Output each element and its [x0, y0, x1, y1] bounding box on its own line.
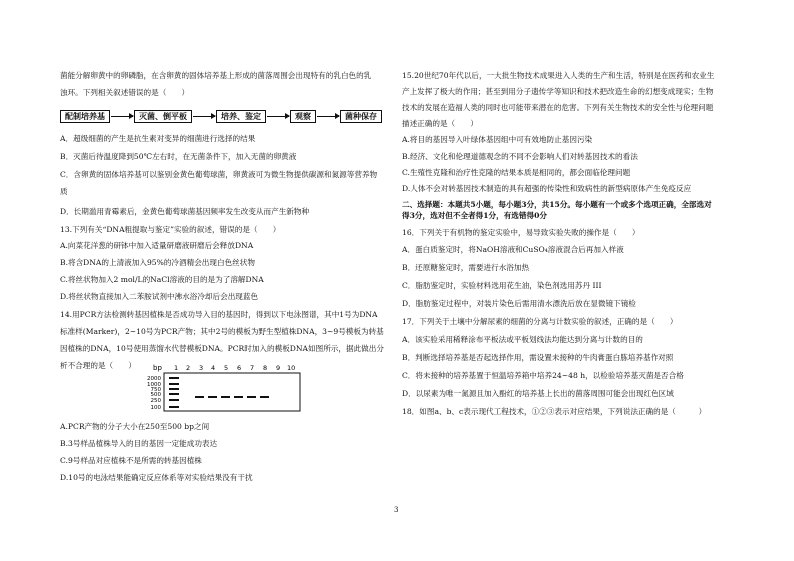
gel-lane-label: 3 [199, 364, 204, 372]
gel-lane-label: 4 [211, 364, 216, 372]
q15-stem-line4: 描述正确的是（ ） [402, 119, 478, 128]
experiment-flowchart [60, 110, 382, 123]
q14-option-d: D.10号的电泳结果能确定反应体系等对实验结果没有干扰 [60, 473, 253, 482]
arrow-right-icon [193, 116, 215, 117]
q13-stem: 13.下列有关“DNA粗提取与鉴定”实验的叙述，错误的是（ ） [60, 225, 281, 234]
q12-option-c-line2: 质 [60, 187, 68, 196]
flow-step-3: 培养、鉴定 [216, 110, 266, 123]
marker-label: 100 [150, 405, 161, 411]
q13-option-a: A.向菜花洋葱的研钵中加入适量研磨液研磨后会释放DNA [60, 241, 254, 250]
gel-lane-label: 9 [276, 364, 281, 372]
q14-option-c: C.9号样品对应植株不是所需的转基因植株 [60, 456, 202, 465]
q17-stem: 17．下列关于土壤中分解尿素的细菌的分离与计数实验的叙述，正确的是（ ） [402, 317, 678, 326]
q12-option-b: B．灭菌后待温度降到50℃左右时，在无菌条件下，加入无菌的卵黄液 [60, 152, 297, 161]
marker-label: 2000 [147, 376, 161, 382]
q15-option-c: C.生殖性克隆和治疗性克隆的结果本质是相同的，都会面临伦理问题 [402, 168, 631, 177]
q17-option-b: B．判断选择培养基是否起选择作用，需设置未接种的牛肉膏蛋白胨培养基作对照 [402, 353, 674, 362]
gel-electrophoresis-figure [131, 363, 302, 413]
q14-stem-line4: 析不合理的是（ ） [60, 361, 136, 370]
gel-lane-label: 1 [174, 364, 179, 372]
gel-lane-label: 5 [224, 364, 229, 372]
gel-unit-label: bp [153, 364, 162, 372]
flow-step-1: 配制培养基 [60, 110, 110, 123]
q12-stem-line2: 浊环。下列相关叙述错误的是（ ） [60, 88, 190, 97]
q14-stem-line1: 14.用PCR方法检测转基因植株是否成功导入目的基因时，得到以下电泳图谱，其中1号为DNA [60, 310, 378, 319]
q18-stem: 18．如图a、b、c表示现代工程技术，①②③表示对应结果，下列说法正确的是（ ） [402, 407, 707, 416]
q14-option-a: A.PCR产物的分子大小在250至500 bp之间 [60, 422, 210, 431]
q12-option-a: A．超级细菌的产生是抗生素对变异的细菌进行选择的结果 [60, 134, 256, 143]
q15-stem-line2: 产上发挥了极大的作用；甚至到用分子遗传学等知识和技术把改造生命的幻想变成现实；生物 [402, 87, 714, 96]
q13-option-c: C.将丝状物加入2 mol/L的NaCl溶液的目的是为了溶解DNA [60, 275, 264, 284]
arrow-right-icon [111, 116, 133, 117]
flow-step-5: 菌种保存 [340, 110, 382, 123]
gel-lane-label: 7 [250, 364, 255, 372]
section-2-heading-line2: 得3分，选对但不全者得1分，有选错得0分 [402, 211, 547, 220]
q17-option-d: D．以尿素为唯一氮源且加入酚红的培养基上长出的菌落周围可能会出现红色区域 [402, 389, 674, 398]
q12-stem-line1: 菌能分解卵黄中的卵磷脂，在含卵黄的固体培养基上形成的菌落周围会出现特有的乳白色的乳 [60, 71, 372, 80]
gel-lane-label: 8 [263, 364, 268, 372]
q16-stem: 16．下列关于有机物的鉴定实验中，易导致实验失败的操作是（ ） [402, 228, 640, 237]
gel-lane-label: 10 [287, 364, 296, 372]
q16-option-b: B．还原糖鉴定时，需要进行水浴加热 [402, 263, 530, 272]
gel-frame [164, 373, 300, 411]
section-2-heading-line1: 二、选择题：本题共5小题，每小题3分，共15分。每小题有一个或多个选项正确，全部选对 [402, 200, 712, 209]
flow-step-2: 灭菌、倒平板 [134, 110, 192, 123]
q13-option-d: D.将丝状物直接加入二苯胺试剂中沸水浴冷却后会出现蓝色 [60, 292, 259, 301]
q14-option-b: B.3号样品植株导入的目的基因一定能成功表达 [60, 439, 218, 448]
q15-stem-line1: 15.20世纪70年代以后，一大批生物技术成果进入人类的生产和生活，特别是在医药和农业生 [402, 71, 715, 80]
marker-label: 250 [150, 398, 161, 404]
page-number: 3 [394, 506, 399, 514]
q15-option-a: A.将目的基因导入叶绿体基因组中可有效地防止基因污染 [402, 135, 593, 144]
arrow-right-icon [317, 116, 339, 117]
q17-option-a: A．该实验采用稀释涂布平板法或平板划线法均能达到分离与计数的目的 [402, 335, 643, 344]
q15-stem-line3: 技术的发展在造福人类的同时也可能带来潜在的危害。下列有关生物技术的安全性与伦理问题 [402, 103, 714, 112]
q14-stem-line2: 标准样(Marker)，2~10号为PCR产物；其中2号的模板为野生型植株DNA，3~9号模板为转基 [60, 327, 384, 336]
arrow-right-icon [267, 116, 289, 117]
q13-option-b: B.将含DNA的上清液加入95%的冷酒精会出现白色丝状物 [60, 258, 255, 267]
marker-label: 750 [150, 387, 161, 393]
q14-stem-line3: 因植株的DNA，10号使用蒸馏水代替模板DNA。PCR时加入的模板DNA如图所示，据此做出分 [60, 344, 384, 353]
q12-option-d: D．长期滥用青霉素后，金黄色葡萄球菌基因频率发生改变从而产生新物种 [60, 207, 310, 216]
q15-option-b: B.经济、文化和伦理道德观念的不同不会影响人们对转基因技术的看法 [402, 152, 638, 161]
q15-option-d: D.人体不会对转基因技术制造的具有超强的传染性和致病性的新型病原体产生免疫反应 [402, 184, 692, 193]
marker-bands [169, 378, 179, 407]
flow-step-4: 观察 [290, 110, 316, 123]
q16-option-c: C．脂肪鉴定时，实验材料选用花生油，染色剂选用苏丹 III [402, 281, 602, 290]
gel-lane-label: 2 [186, 364, 191, 372]
marker-label: 500 [150, 392, 161, 398]
gel-lane-label: 6 [237, 364, 242, 372]
marker-label: 1000 [147, 382, 161, 388]
q12-option-c-line1: C．含卵黄的固体培养基可以鉴别金黄色葡萄球菌，卵黄液可为微生物提供碳源和氮源等营养物 [60, 170, 378, 179]
q17-option-c: C．将未接种的培养基置于恒温培养箱中培养24~48 h，以检验培养基灭菌是否合格 [402, 371, 684, 380]
q16-option-d: D．脂肪鉴定过程中，对装片染色后需用清水漂洗后放在显微镜下镜检 [402, 299, 636, 308]
q16-option-a: A．蛋白质鉴定时，将NaOH溶液和CuSO₄溶液混合后再加入样液 [402, 245, 624, 254]
